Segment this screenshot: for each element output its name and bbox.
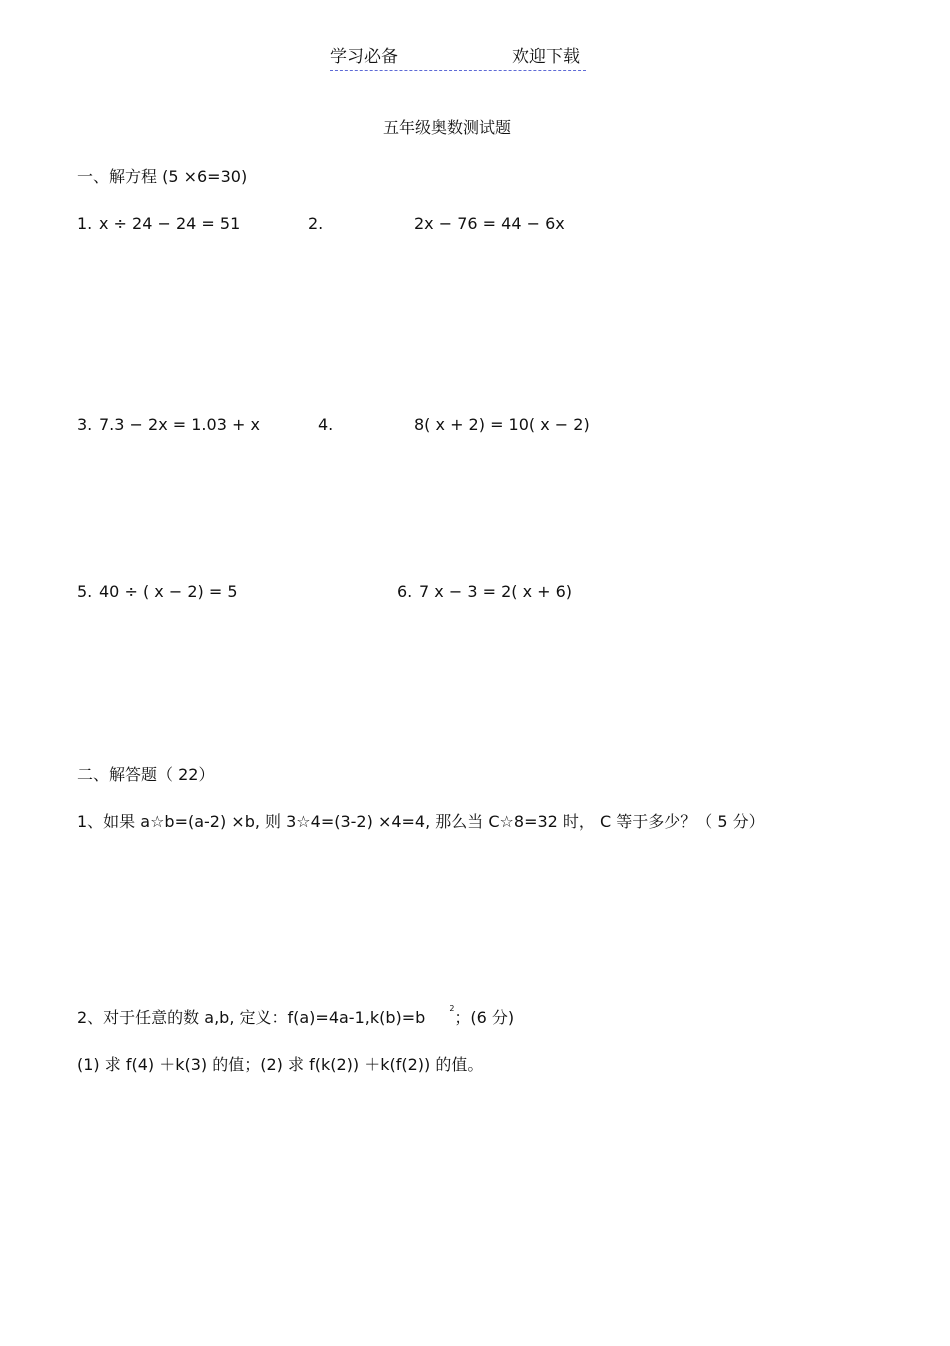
problem-5-equation: 40 ÷ ( x − 2) = 5: [99, 582, 238, 601]
header-left-text: 学习必备: [330, 47, 398, 67]
header-dashed-rule: [330, 70, 586, 71]
question-2-text: [77, 1004, 515, 1027]
document-title: 五年级奥数测试题: [383, 118, 512, 137]
problem-3-equation: 7.3 − 2x = 1.03 + x: [99, 415, 260, 434]
problem-4-number: 4.: [318, 415, 334, 434]
problem-3-number: 3.: [77, 415, 93, 434]
question-1-text: 1、如果 a☆b=(a-2) ×b, 则 3☆4=(3-2) ×4=4, 那么当 C☆8=32 时， C 等于多少？（ 5 分）: [77, 812, 765, 831]
problem-5-number: 5.: [77, 582, 93, 601]
header-right-text: 欢迎下载: [512, 47, 580, 67]
problem-2-equation: 2x − 76 = 44 − 6x: [414, 214, 565, 233]
question-2-exponent: 2: [449, 1004, 455, 1013]
section-2-heading: 二、解答题（ 22）: [77, 765, 215, 784]
problem-1-number: 1.: [77, 214, 93, 233]
problem-6-number: 6.: [397, 582, 413, 601]
question-2-subparts: (1) 求 f(4) ＋k(3) 的值；(2) 求 f(k(2)) ＋k(f(2)) 的值。: [77, 1055, 484, 1074]
problem-1-equation: x ÷ 24 − 24 = 51: [99, 214, 241, 233]
problem-2-number: 2.: [308, 214, 324, 233]
problem-4-equation: 8( x + 2) = 10( x − 2): [414, 415, 590, 434]
question-2-tail: ；(6 分): [454, 1008, 515, 1027]
question-2-main: 2、对于任意的数 a,b, 定义：f(a)=4a-1,k(b)=b: [77, 1008, 426, 1027]
problem-6-equation: 7 x − 3 = 2( x + 6): [419, 582, 573, 601]
section-1-heading: 一、解方程 (5 ×6=30): [77, 167, 248, 186]
